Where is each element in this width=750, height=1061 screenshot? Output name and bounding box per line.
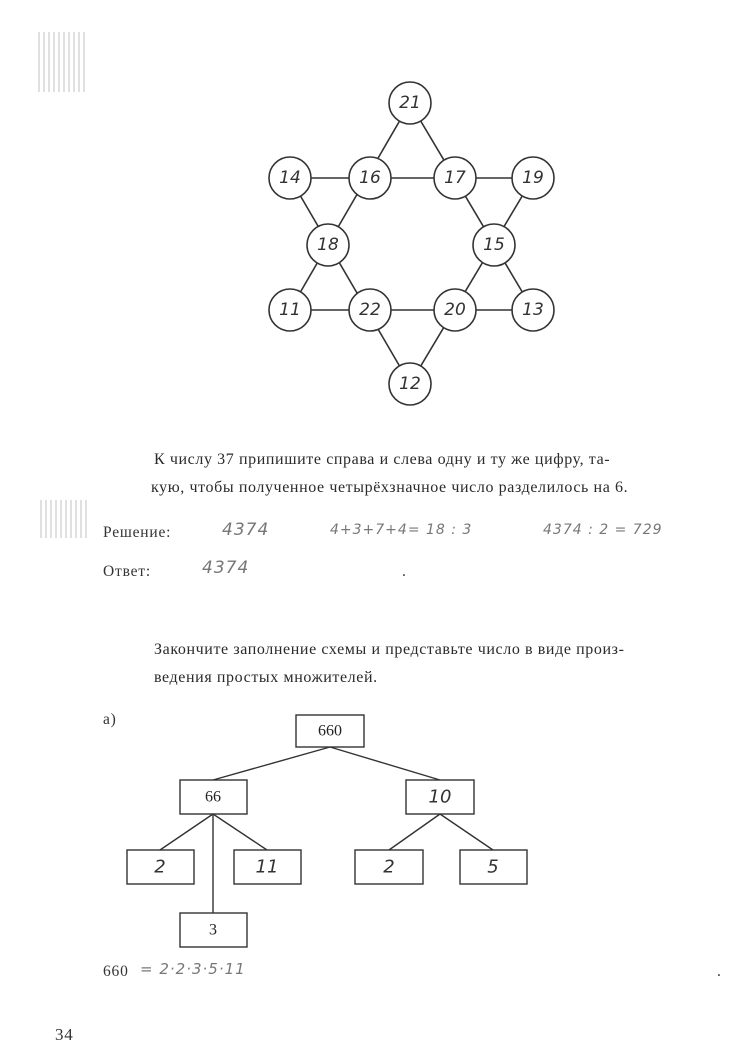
star-value-lower-right-outer: 13: [522, 300, 544, 320]
star-value-top: 21: [399, 93, 421, 113]
task1-line-2: кую, чтобы полученное четырёхзначное число разделилось на 6.: [151, 479, 629, 496]
solution-handwritten-3: 4374 : 2 = 729: [543, 522, 663, 538]
star-value-middle-right: 15: [483, 235, 505, 255]
factorization-handwritten: = 2·2·3·5·11: [140, 960, 246, 978]
tree-value-left-right: 11: [255, 856, 279, 878]
solution-handwritten-1: 4374: [222, 520, 270, 540]
page-number: 34: [55, 1025, 74, 1044]
tree-value-right-left: 2: [383, 856, 395, 878]
star-value-bottom: 12: [399, 374, 421, 394]
solution-handwritten-2: 4+3+7+4= 18 : 3: [330, 522, 473, 538]
part-a-label: а): [103, 711, 117, 728]
factorization-period: .: [717, 963, 722, 980]
star-value-upper-left-outer: 14: [279, 168, 301, 188]
task2-line-2: ведения простых множителей.: [154, 669, 378, 686]
star-value-upper-right-outer: 19: [522, 168, 544, 188]
tree-value-left-mid: 3: [209, 921, 217, 939]
factorization-label: 660: [103, 963, 129, 980]
answer-period: .: [402, 563, 407, 580]
star-value-lower-right-inner: 20: [444, 300, 466, 320]
star-value-upper-right-inner: 17: [444, 168, 466, 188]
star-value-lower-left-outer: 11: [279, 300, 301, 320]
tree-value-left: 66: [205, 788, 221, 806]
task2-text: [154, 636, 734, 692]
tree-value-root: 660: [318, 722, 342, 740]
task1-line-1: К числу 37 припишите справа и слева одну и ту же цифру, та-: [154, 451, 611, 468]
answer-handwritten: 4374: [202, 558, 250, 578]
task2-line-1: Закончите заполнение схемы и представьте число в виде произ-: [154, 641, 625, 658]
star-value-upper-left-inner: 16: [359, 168, 381, 188]
star-value-lower-left-inner: 22: [359, 300, 381, 320]
answer-label: Ответ:: [103, 563, 151, 580]
task1-text: [151, 446, 734, 502]
tree-value-right: 10: [428, 786, 452, 808]
tree-value-right-right: 5: [487, 856, 499, 878]
solution-label: Решение:: [103, 524, 172, 541]
star-value-middle-left: 18: [317, 235, 339, 255]
tree-value-left-left: 2: [154, 856, 166, 878]
